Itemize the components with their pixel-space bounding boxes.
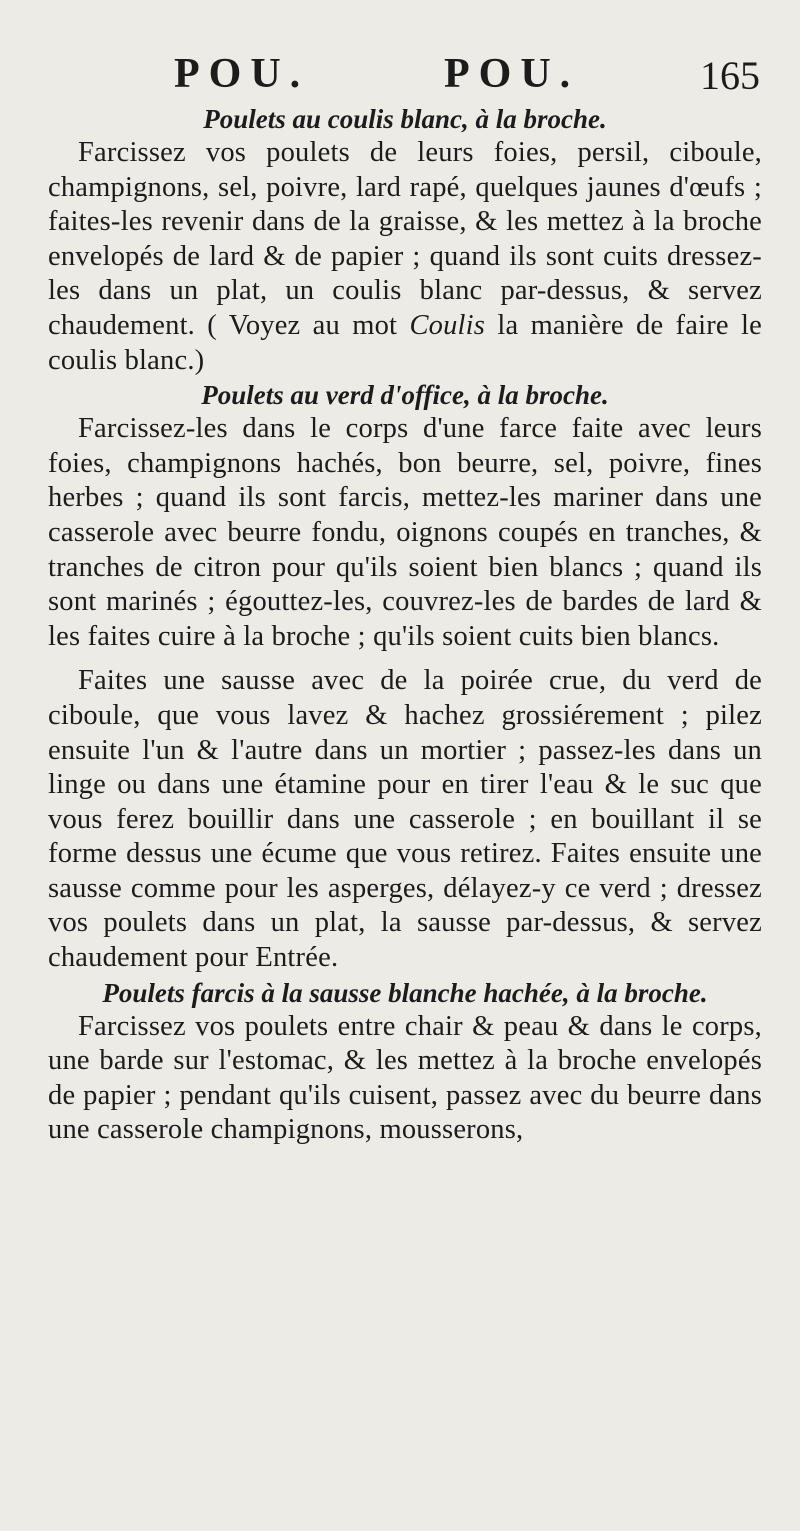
page-number: 165 — [700, 53, 760, 98]
running-head-left: POU. — [174, 51, 310, 97]
recipe-paragraph — [48, 136, 762, 378]
recipe-sausse-blanche — [48, 976, 762, 1148]
section-heading: Poulets au coulis blanc, à la broche. — [203, 104, 607, 134]
recipe-paragraph: Farcissez-les dans le corps d'une farce faite avec leurs foies, champignons hachés, bon beurre, sel, poivre, fines herbes ; quand ils sont farcis, mettez-les mariner dans une casserole avec beurre fondu, oignons coupés en tranches, & tranches de citron pour qu'ils soient bien blancs ; quand ils sont marinés ; égouttez-les, couvrez-les de bardes de lard & les faites cuire à la broche ; qu'ils soient cuits bien blancs. — [48, 413, 762, 652]
running-head — [48, 50, 762, 98]
recipe-verd-office — [48, 378, 762, 976]
paragraph-text: Farcissez vos poulets de leurs foies, persil, ciboule, champignons, sel, poivre, lard rapé, quelques jaunes d'œufs ; faites-les revenir dans de la graisse, & les mettez à la broche envelopés de lard & de papier ; quand ils sont cuits dressez-les dans un plat, un coulis blanc par-dessus, & servez chaudement. ( Voyez au mot — [48, 137, 762, 341]
recipe-coulis-blanc — [48, 102, 762, 378]
recipe-paragraph: Faites une sausse avec de la poirée crue, du verd de ciboule, que vous lavez & hachez grossiérement ; pilez ensuite l'un & l'autre dans un mortier ; passez-les dans un linge ou dans une étamine pour en tirer l'eau & le suc que vous ferez bouillir dans une casserole ; en bouillant il se forme dessus une écume que vous retirez. Faites ensuite une sausse comme pour les asperges, délayez-y ce verd ; dressez vos poulets dans un plat, la sausse par-dessus, & servez chaudement pour Entrée. — [48, 665, 762, 974]
section-heading: Poulets farcis à la sausse blanche hachée, à la broche. — [102, 977, 708, 1008]
recipe-paragraph: Farcissez vos poulets entre chair & peau & dans le corps, une barde sur l'estomac, & les mettez à la broche envelopés de papier ; pendant qu'ils cuisent, passez avec du beurre dans une casserole champignons, mousserons, — [48, 1010, 762, 1146]
section-heading: Poulets au verd d'office, à la broche. — [201, 380, 609, 411]
running-head-right: POU. — [444, 51, 580, 97]
italic-term: Coulis — [409, 309, 486, 341]
paragraph-text: la manière de faire le coulis blanc.) — [48, 309, 762, 376]
